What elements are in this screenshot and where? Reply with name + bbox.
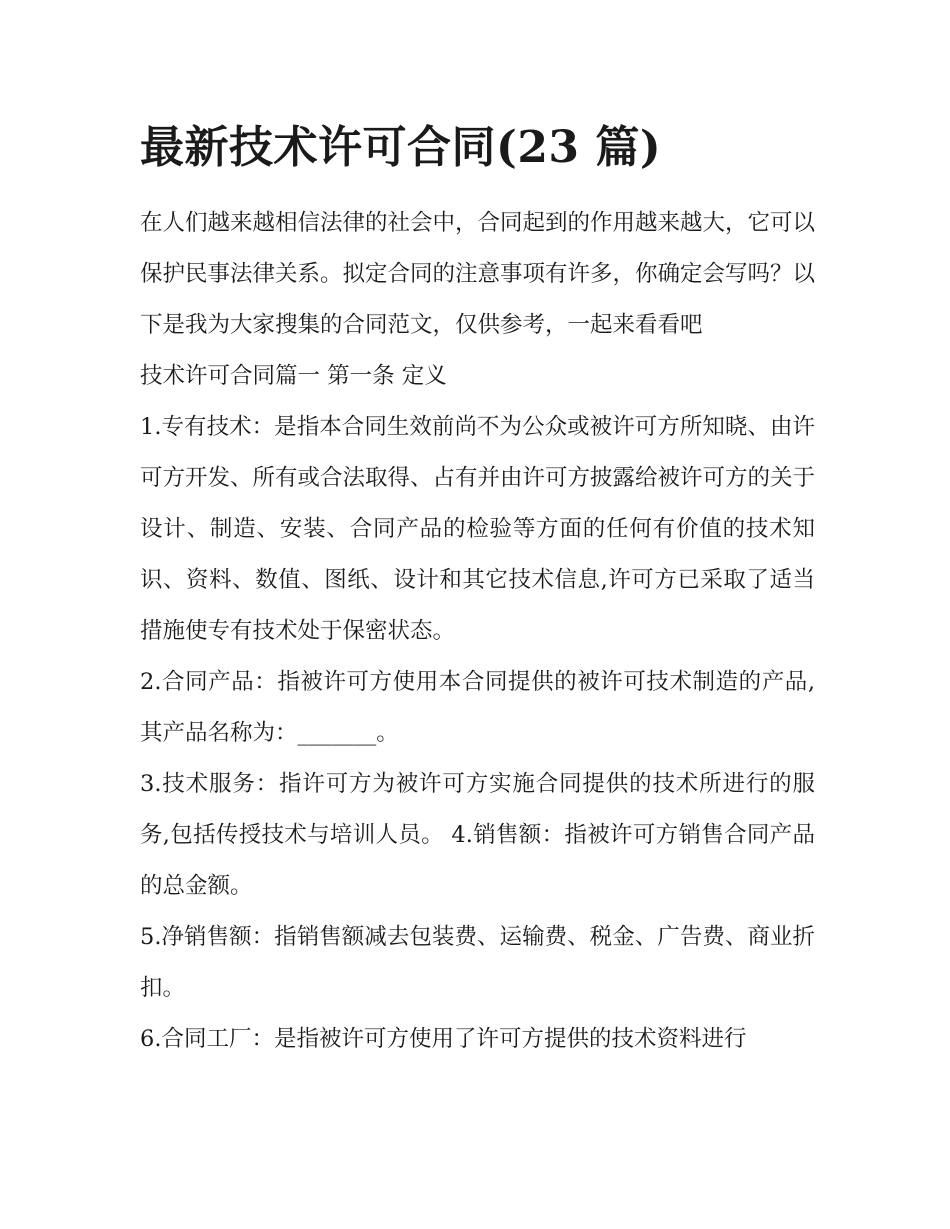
clause-6-paragraph: 6.合同工厂：是指被许可方使用了许可方提供的技术资料进行: [140, 1026, 747, 1052]
clause-5-paragraph: 5.净销售额：指销售额减去包装费、运输费、税金、广告费、商业折扣。: [140, 924, 815, 1001]
clause-3-paragraph: 3.技术服务：指许可方为被许可方实施合同提供的技术所进行的服务,包括传授技术与培训人员。 4.销售额：指被许可方销售合同产品的总金额。: [140, 771, 815, 899]
document-body: [140, 112, 815, 1065]
intro-paragraph: 在人们越来越相信法律的社会中，合同起到的作用越来越大，它可以保护民事法律关系。拟定合同的注意事项有许多，你确定会写吗？以下是我为大家搜集的合同范文，仅供参考，一起来看看吧: [140, 210, 816, 338]
section-heading: 技术许可合同篇一 第一条 定义: [140, 363, 447, 389]
clause-2-paragraph: 2.合同产品：指被许可方使用本合同提供的被许可技术制造的产品,其产品名称为：_______。: [140, 669, 815, 746]
document-title: 最新技术许可合同(23 篇): [140, 122, 662, 173]
clause-1-paragraph: 1.专有技术：是指本合同生效前尚不为公众或被许可方所知晓、由许可方开发、所有或合法取得、占有并由许可方披露给被许可方的关于设计、制造、安装、合同产品的检验等方面的任何有价值的技术知识、资料、数值、图纸、设计和其它技术信息,许可方已采取了适当措施使专有技术处于保密状态。: [140, 414, 816, 644]
